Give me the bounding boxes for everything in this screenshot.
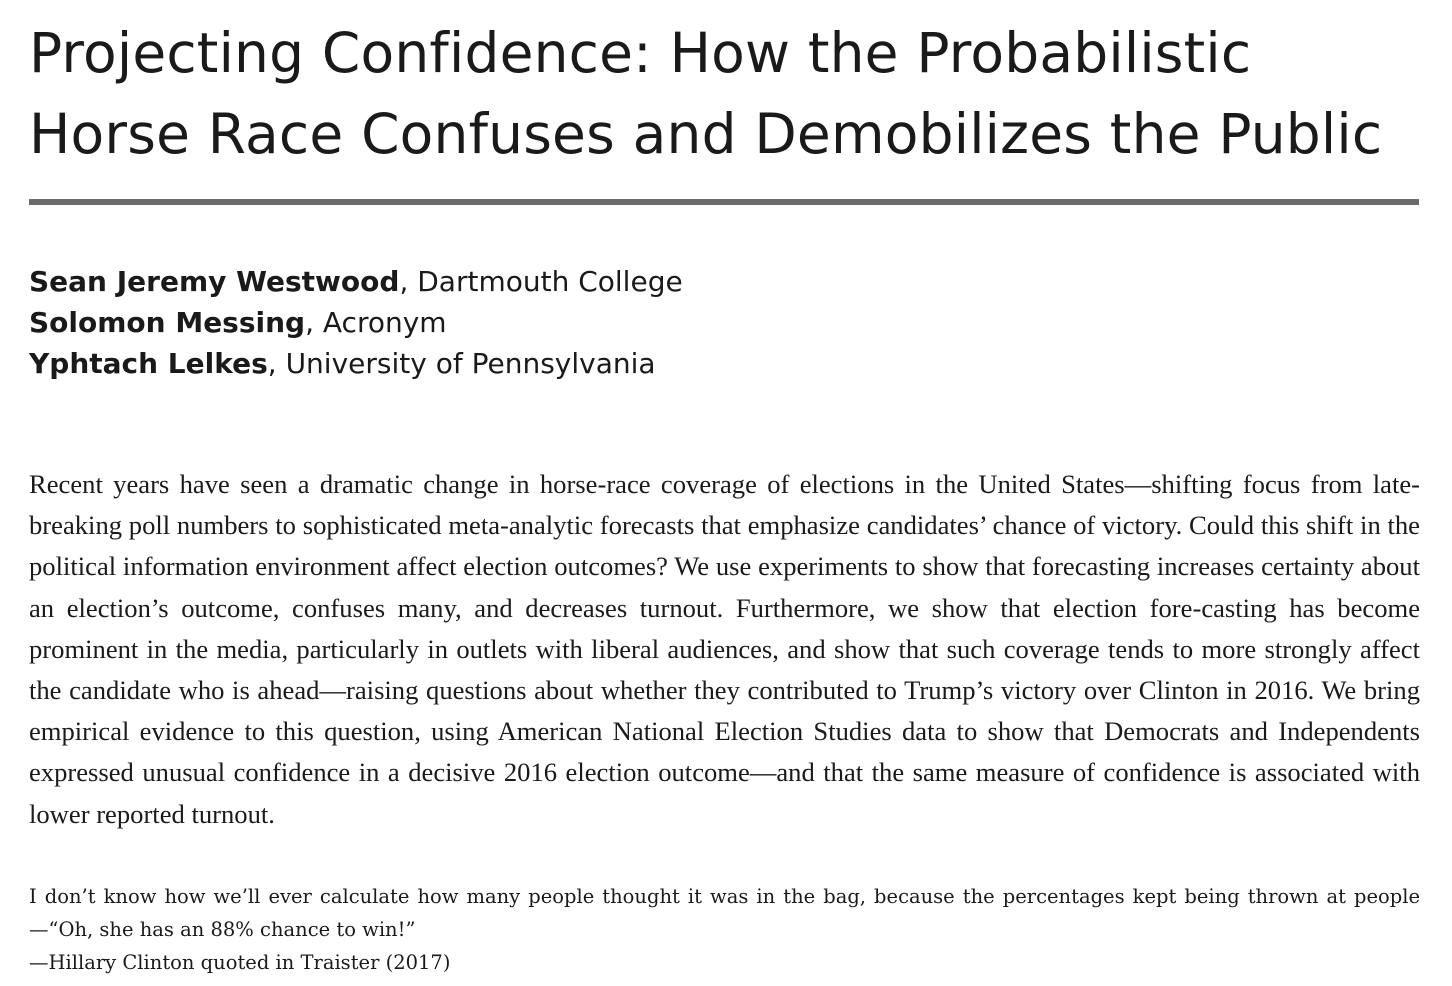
author-list: [29, 261, 1420, 384]
title-divider: [29, 199, 1419, 205]
author-name: Yphtach Lelkes: [29, 347, 268, 380]
author-line: [29, 343, 1420, 384]
epigraph-attribution: —Hillary Clinton quoted in Traister (2017): [29, 950, 451, 974]
author-affiliation: , Acronym: [305, 306, 447, 339]
author-line: [29, 302, 1420, 343]
author-name: Solomon Messing: [29, 306, 306, 339]
author-affiliation: , University of Pennsylvania: [267, 347, 656, 380]
epigraph-quote: I don’t know how we’ll ever calculate how many people thought it was in the bag, because the percentages kept being thrown at people—“Oh, she has an 88% chance to win!”: [29, 884, 1420, 941]
paper-page: [29, 0, 1420, 980]
author-line: [29, 261, 1420, 302]
author-name: Sean Jeremy Westwood: [29, 265, 400, 298]
author-affiliation: , Dartmouth College: [399, 265, 683, 298]
paper-title: Projecting Confidence: How the Probabilistic Horse Race Confuses and Demobilizes the Public: [29, 21, 1383, 166]
abstract-text: Recent years have seen a dramatic change in horse-race coverage of elections in the United States—shifting focus from late-breaking poll numbers to sophisticated meta-analytic forecasts that emphasize candidates’ chance of victory. Could this shift in the political information environment affect election outcomes? We use experiments to show that forecasting increases certainty about an election’s outcome, confuses many, and decreases turnout. Furthermore, we show that election fore-casting has become prominent in the media, particularly in outlets with liberal audiences, and show that such coverage tends to more strongly affect the candidate who is ahead—raising questions about whether they contributed to Trump’s victory over Clinton in 2016. We bring empirical evidence to this question, using American National Election Studies data to show that Democrats and Independents expressed unusual confidence in a decisive 2016 election outcome—and that the same measure of confidence is associated with lower reported turnout.: [29, 469, 1420, 829]
